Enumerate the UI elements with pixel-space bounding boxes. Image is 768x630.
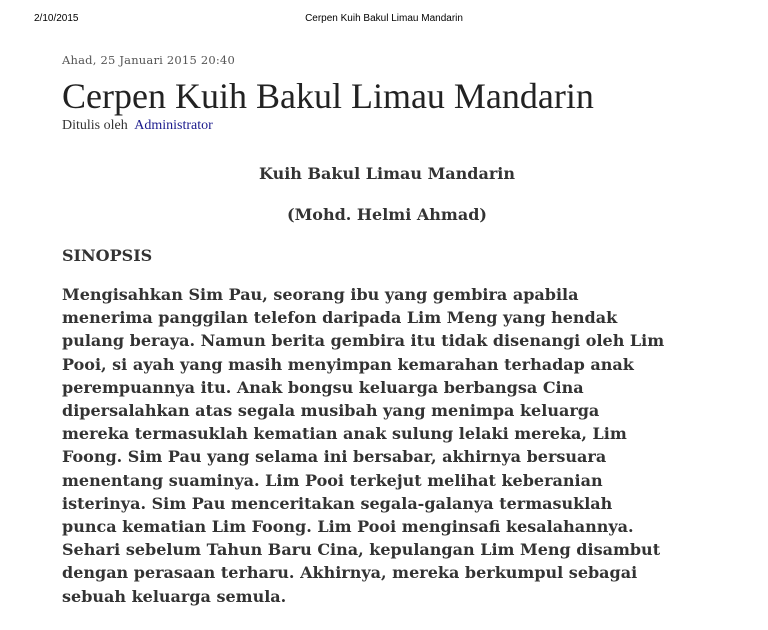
story-title: Kuih Bakul Limau Mandarin bbox=[259, 164, 515, 183]
author-link[interactable]: Administrator bbox=[134, 118, 213, 133]
section-heading: SINOPSIS bbox=[62, 246, 153, 265]
article-title: Cerpen Kuih Bakul Limau Mandarin bbox=[62, 76, 594, 116]
story-author: (Mohd. Helmi Ahmad) bbox=[287, 205, 487, 224]
byline bbox=[62, 117, 712, 135]
print-date: 2/10/2015 bbox=[34, 13, 79, 24]
post-date: Ahad, 25 Januari 2015 20:40 bbox=[62, 53, 235, 67]
print-header bbox=[0, 13, 768, 27]
byline-prefix: Ditulis oleh bbox=[62, 118, 128, 133]
print-page-title: Cerpen Kuih Bakul Limau Mandarin bbox=[305, 13, 463, 24]
synopsis-text: Mengisahkan Sim Pau, seorang ibu yang gembira apabila menerima panggilan telefon daripada Lim Meng yang hendak pulang beraya. Namun berita gembira itu tidak disenangi oleh Lim Pooi, si ayah yang masih menyimpan kemarahan terhadap anak perempuannya itu. Anak bongsu keluarga berbangsa Cina dipersalahkan atas segala musibah yang menimpa keluarga mereka termasuklah kematian anak sulung lelaki mereka, Lim Foong. Sim Pau yang selama ini bersabar, akhirnya bersuara menentang suaminya. Lim Pooi terkejut melihat keberanian isterinya. Sim Pau menceritakan segala-galanya termasuklah punca kematian Lim Foong. Lim Pooi menginsafi kesalahannya. Sehari sebelum Tahun Baru Cina, kepulangan Lim Meng disambut dengan perasaan terharu. Akhirnya, mereka berkumpul sebagai sebuah keluarga semula. bbox=[62, 285, 665, 606]
article bbox=[62, 52, 712, 608]
